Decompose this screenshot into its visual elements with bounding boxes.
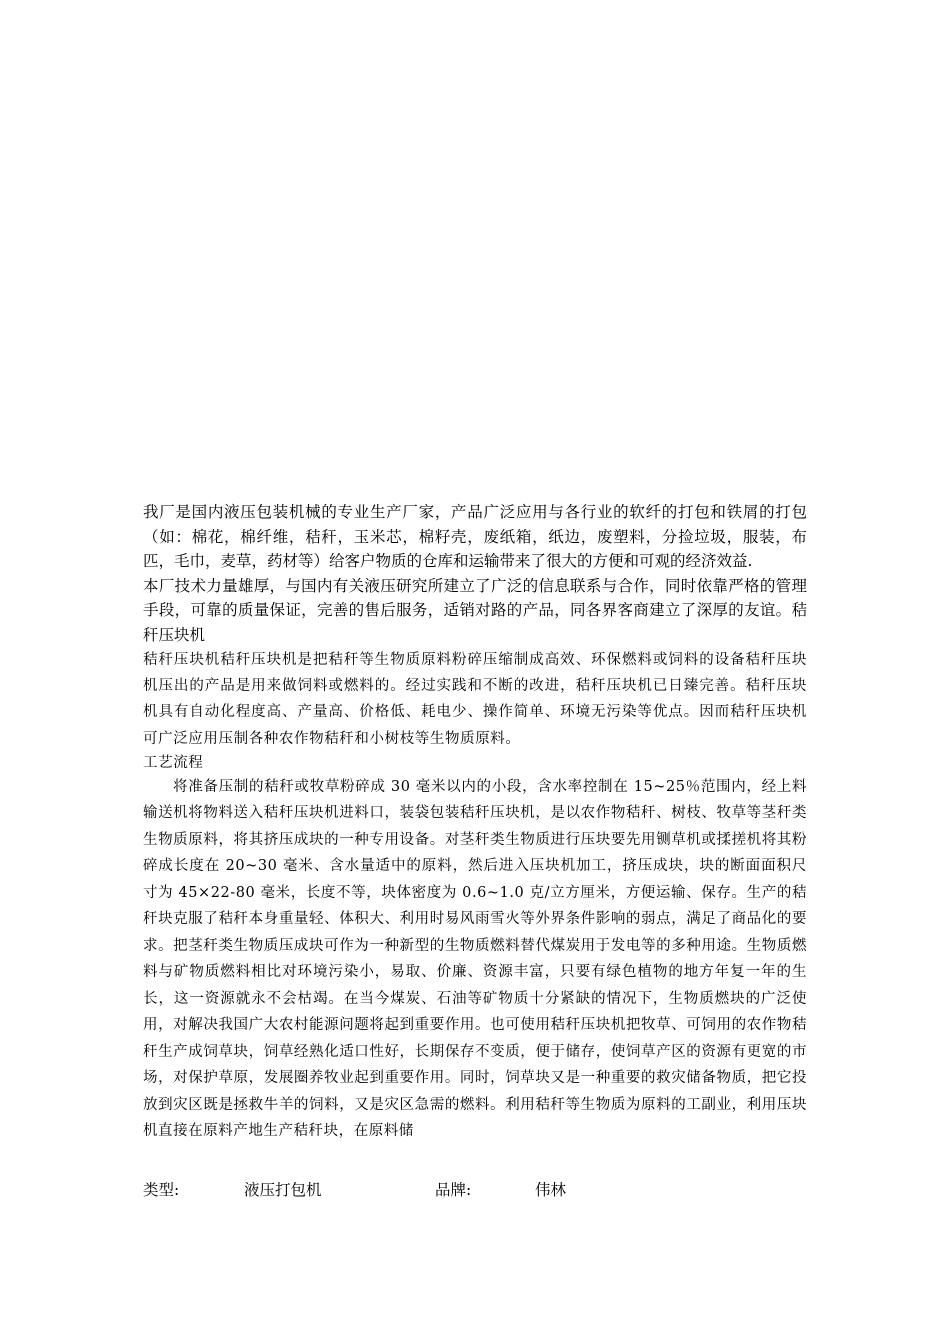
- product-meta-row: [143, 1178, 807, 1202]
- brand-label: 品牌:: [435, 1181, 472, 1199]
- machine-heading: 秸秆压块机: [143, 601, 807, 644]
- type-value: 液压打包机: [244, 1181, 322, 1199]
- intro-paragraph-2-text: 本厂技术力量雄厚，与国内有关液压研究所建立了广泛的信息联系与合作，同时依靠严格的管理手段，可靠的质量保证，完善的售后服务，适销对路的产品，同各界客商建立了深厚的友谊。: [143, 576, 807, 619]
- machine-paragraph: 秸秆压块机秸秆压块机是把秸秆等生物质原料粉碎压缩制成高效、环保燃料或饲料的设备秸秆压块机压出的产品是用来做饲料或燃料的。经过实践和不断的改进，秸秆压块机已日臻完善。秸秆压块机具有自动化程度高、产量高、价格低、耗电少、操作简单、环境无污染等优点。因而秸秆压块机可广泛应用压制各种农作物秸秆和小树枝等生物质原料。: [143, 652, 807, 747]
- type-label: 类型:: [143, 1181, 180, 1199]
- intro-paragraph-2: [143, 574, 807, 648]
- intro-paragraph-1: 我厂是国内液压包装机械的专业生产厂家，产品广泛应用与各行业的软纤的打包和铁屑的打包（如：棉花，棉纤维，秸秆，玉米芯，棉籽壳，废纸箱，纸边，废塑料，分捡垃圾，服装，布匹，毛巾，麦草，药材等）给客户物质的仓库和运输带来了很大的方便和可观的经济效益.: [143, 503, 807, 570]
- process-paragraph: 将准备压制的秸秆或牧草粉碎成 30 毫米以内的小段，含水率控制在 15~25％范围内，经上料输送机将物料送入秸秆压块机进料口，装袋包装秸秆压块机，是以农作物秸秆、树枝、牧草等茎秆类生物质原料，将其挤压成块的一种专用设备。对茎秆类生物质进行压块要先用铡草机或揉搓机将其粉碎成长度在 20~30 毫米、含水量适中的原料，然后进入压块机加工，挤压成块，块的断面面积尺寸为 45×22-80 毫米，长度不等，块体密度为 0.6~1.0 克/立方厘米，方便运输、保存。生产的秸秆块克服了秸秆本身重量轻、体积大、利用时易风雨雪火等外界条件影响的弱点，满足了商品化的要求。把茎秆类生物质压成块可作为一种新型的生物质燃料替代煤炭用于发电等的多种用途。生物质燃料与矿物质燃料相比对环境污染小，易取、价廉、资源丰富，只要有绿色植物的地方年复一年的生长，这一资源就永不会枯竭。在当今煤炭、石油等矿物质十分紧缺的情况下，生物质燃块的广泛使用，对解决我国广大农村能源问题将起到重要作用。也可使用秸秆压块机把牧草、可饲用的农作物秸秆生产成饲草块，饲草经熟化适口性好，长期保存不变质，便于储存，使饲草产区的资源有更宽的市场，对保护草原，发展圈养牧业起到重要作用。同时，饲草块又是一种重要的救灾储备物质，把它投放到灾区既是拯救牛羊的饲料，又是灾区急需的燃料。利用秸秆等生物质为原料的工副业，利用压块机直接在原料产地生产秸秆块，在原料储: [143, 778, 807, 1140]
- process-title: 工艺流程: [143, 754, 204, 771]
- brand-value: 伟林: [535, 1181, 567, 1199]
- document-body: [143, 500, 807, 1145]
